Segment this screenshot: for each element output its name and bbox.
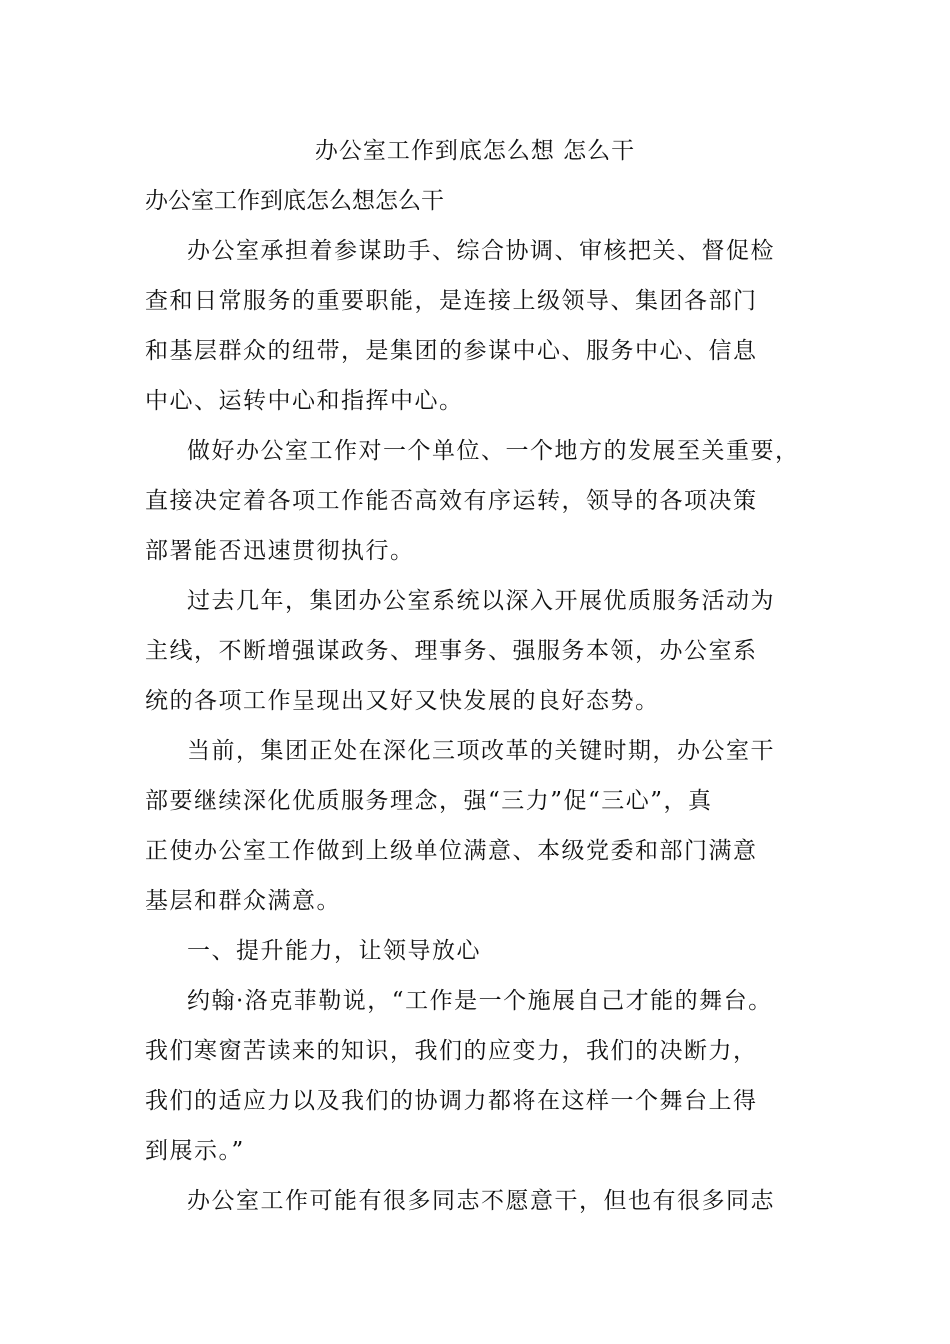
paragraph-line: 过去几年，集团办公室系统以深入开展优质服务活动为: [187, 588, 775, 614]
paragraph-line: 基层和群众满意。: [145, 888, 341, 914]
paragraph-line: 统的各项工作呈现出又好又快发展的良好态势。: [145, 688, 660, 714]
paragraph-line: 和基层群众的纽带，是集团的参谋中心、服务中心、信息: [145, 338, 758, 364]
paragraph-line: 办公室工作可能有很多同志不愿意干，但也有很多同志: [187, 1188, 775, 1214]
section-heading: 一、提升能力，让领导放心: [187, 938, 481, 964]
document-subtitle: 办公室工作到底怎么想怎么干: [145, 188, 444, 214]
paragraph-line: 正使办公室工作做到上级单位满意、本级党委和部门满意: [145, 838, 758, 864]
paragraph-line: 主线，不断增强谋政务、理事务、强服务本领，办公室系: [145, 638, 758, 664]
document-title: 办公室工作到底怎么想 怎么干: [314, 138, 636, 164]
paragraph-line: 查和日常服务的重要职能，是连接上级领导、集团各部门: [145, 288, 758, 314]
paragraph-line: 中心、运转中心和指挥中心。: [145, 388, 464, 414]
paragraph-line: 我们的适应力以及我们的协调力都将在这样一个舞台上得: [145, 1088, 758, 1114]
paragraph-line: 当前，集团正处在深化三项改革的关键时期，办公室干: [187, 738, 775, 764]
paragraph-line: 做好办公室工作对一个单位、一个地方的发展至关重要，: [187, 438, 800, 464]
paragraph-line: 直接决定着各项工作能否高效有序运转，领导的各项决策: [145, 488, 758, 514]
paragraph-line: 我们寒窗苦读来的知识，我们的应变力，我们的决断力，: [145, 1038, 758, 1064]
paragraph-line: 部要继续深化优质服务理念，强“三力”促“三心”，真: [145, 788, 713, 814]
paragraph-line: 约翰·洛克菲勒说，“工作是一个施展自己才能的舞台。: [187, 988, 773, 1014]
paragraph-line: 办公室承担着参谋助手、综合协调、审核把关、督促检: [187, 238, 775, 264]
paragraph-line: 部署能否迅速贯彻执行。: [145, 538, 415, 564]
paragraph-line: 到展示。”: [145, 1138, 245, 1164]
